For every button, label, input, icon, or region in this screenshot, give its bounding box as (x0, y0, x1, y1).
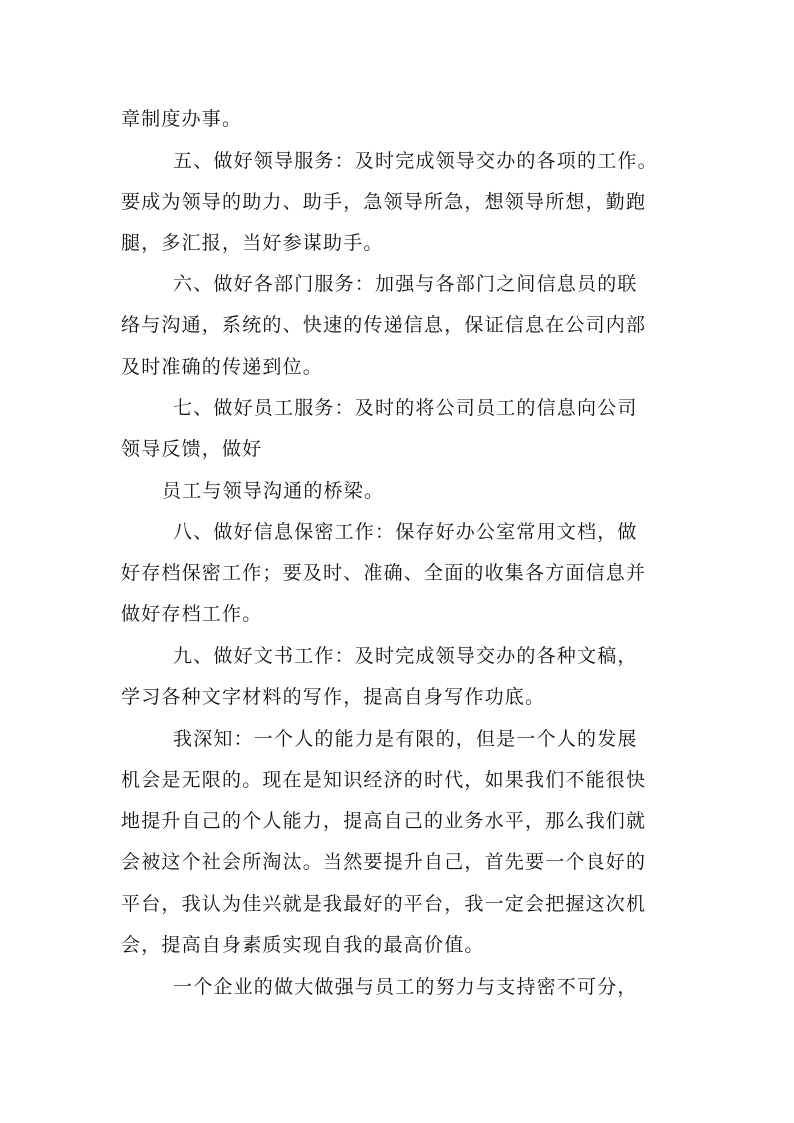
text-line: 章制度办事。 (121, 108, 243, 130)
text-line: 九、做好文书工作：及时完成领导交办的各种文稿， (173, 645, 638, 667)
text-line: 好存档保密工作；要及时、准确、全面的收集各方面信息并 (121, 562, 647, 584)
text-line: 员工与领导沟通的桥梁。 (162, 480, 385, 502)
text-line: 及时准确的传递到位。 (121, 356, 324, 378)
text-line: 要成为领导的助力、助手，急领导所急，想领导所想，勤跑 (121, 191, 647, 213)
text-line: 地提升自己的个人能力，提高自己的业务水平，那么我们就 (121, 810, 647, 832)
text-line: 六、做好各部门服务：加强与各部门之间信息员的联 (173, 273, 638, 295)
text-line: 学习各种文字材料的写作，提高自身写作功底。 (121, 686, 546, 708)
text-line: 机会是无限的。现在是知识经济的时代，如果我们不能很快 (121, 769, 647, 791)
text-line: 平台，我认为佳兴就是我最好的平台，我一定会把握这次机 (121, 893, 647, 915)
text-line: 会，提高自身素质实现自我的最高价值。 (121, 934, 485, 956)
text-line: 做好存档工作。 (121, 603, 263, 625)
text-line: 络与沟通，系统的、快速的传递信息，保证信息在公司内部 (121, 314, 647, 336)
text-line: 八、做好信息保密工作：保存好办公室常用文档，做 (173, 521, 638, 543)
text-line: 五、做好领导服务：及时完成领导交办的各项的工作。 (173, 150, 658, 172)
text-line: 我深知：一个人的能力是有限的，但是一个人的发展 (173, 728, 638, 750)
text-line: 会被这个社会所淘汰。当然要提升自己，首先要一个良好的 (121, 851, 647, 873)
text-line: 腿，多汇报，当好参谋助手。 (121, 232, 384, 254)
text-line: 领导反馈，做好 (121, 438, 263, 460)
text-line: 七、做好员工服务：及时的将公司员工的信息向公司 (173, 397, 638, 419)
text-line: 一个企业的做大做强与员工的努力与支持密不可分， (173, 976, 638, 998)
